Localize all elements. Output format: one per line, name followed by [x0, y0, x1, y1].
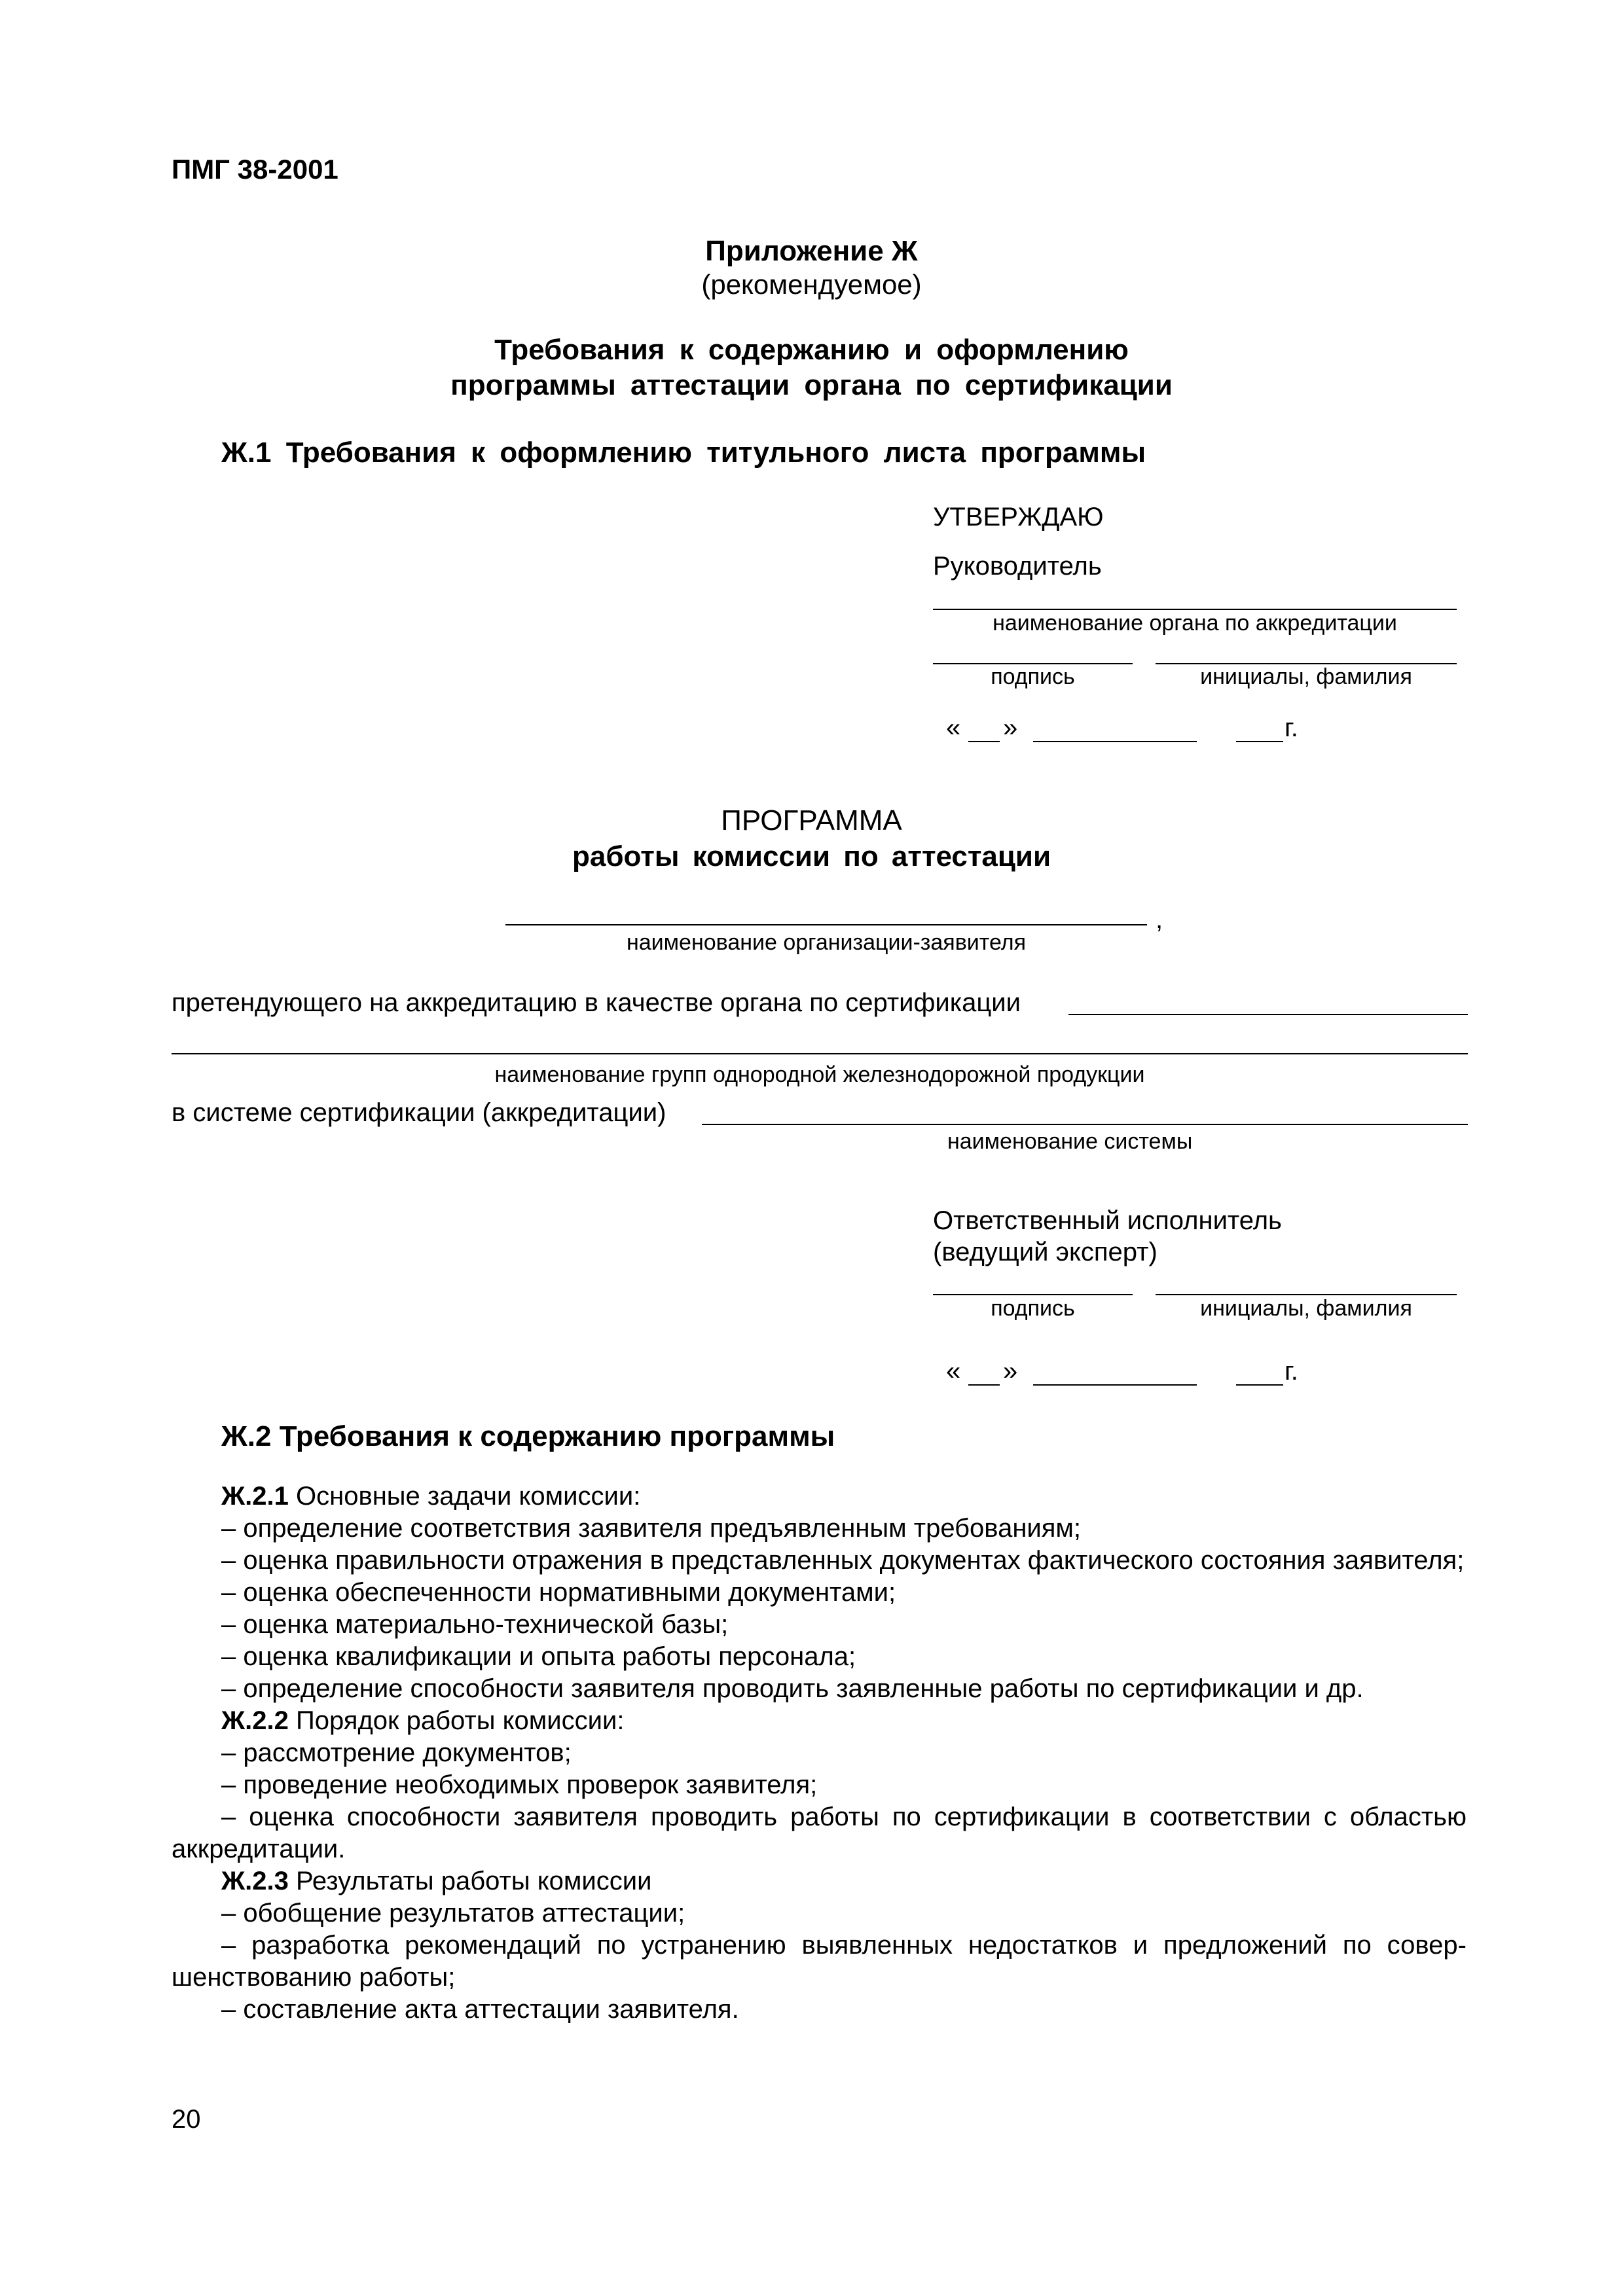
executor-label-line2: (ведущий эксперт) [933, 1238, 1158, 1266]
list-item: – рассмотрение документов; [221, 1738, 572, 1767]
date-month-line [1033, 741, 1197, 742]
executor-date-quote-open: « [946, 1357, 961, 1386]
claiming-text: претендующего на аккредитацию в качестве органа по сертификации [172, 988, 1021, 1017]
item-2-3-title: Результаты работы комиссии [288, 1867, 652, 1895]
list-item: – определение соответствия заявителя предъявленным требованиям; [221, 1514, 1082, 1543]
applicant-line [505, 924, 1147, 925]
executor-name-caption: инициалы, фамилия [1200, 1296, 1412, 1321]
executor-date-year-suffix: г. [1285, 1357, 1298, 1386]
system-text: в системе сертификации (аккредитации) [172, 1098, 666, 1127]
document-code: ПМГ 38-2001 [172, 154, 338, 185]
list-item: – обобщение результатов аттестации; [221, 1899, 685, 1928]
program-subtitle: работы комиссии по аттестации [572, 840, 1051, 872]
executor-date-year-line [1236, 1384, 1283, 1386]
program-title: ПРОГРАММА [721, 804, 902, 836]
date-quote-close: » [1003, 713, 1018, 742]
executor-label-line1: Ответственный исполнитель [933, 1206, 1282, 1235]
list-item: – оценка правильности отражения в представленных документах фактического состояния заявителя; [221, 1546, 1465, 1575]
list-item-continuation: аккредитации. [172, 1835, 346, 1863]
page-number: 20 [172, 2105, 201, 2134]
list-item: – проведение необходимых проверок заявителя; [221, 1770, 818, 1799]
org-name-caption: наименование органа по аккредитации [993, 611, 1397, 636]
org-name-line [933, 609, 1457, 610]
requirements-title-line1: Требования к содержанию и оформлению [494, 334, 1129, 366]
list-item: – определение способности заявителя проводить заявленные работы по сертификации и др. [221, 1674, 1364, 1703]
list-item: – оценка способности заявителя проводить работы по сертификации в соответствии с областью [221, 1803, 1467, 1831]
requirements-title-line2: программы аттестации органа по сертификации [450, 369, 1173, 401]
system-line [702, 1124, 1468, 1125]
list-item: – оценка обеспеченности нормативными документами; [221, 1578, 896, 1607]
date-year-suffix: г. [1285, 713, 1298, 742]
appendix-title: Приложение Ж [705, 235, 918, 267]
name-caption: инициалы, фамилия [1200, 664, 1412, 689]
list-item: – оценка материально-технической базы; [221, 1610, 729, 1639]
item-2-2-heading [172, 1705, 1467, 1737]
section-1-heading: Ж.1 Требования к оформлению титульного листа программы [221, 437, 1146, 469]
applicant-comma: , [1156, 905, 1163, 934]
appendix-status: (рекомендуемое) [701, 269, 922, 300]
executor-date-month-line [1033, 1384, 1197, 1386]
date-year-line [1236, 741, 1283, 742]
item-2-3-heading [172, 1865, 1467, 1897]
date-quote-open: « [946, 713, 961, 742]
item-2-1-title: Основные задачи комиссии: [288, 1482, 641, 1511]
executor-name-line [1156, 1294, 1457, 1295]
certification-body-line [1068, 1014, 1468, 1015]
executor-date-day-line [968, 1384, 1000, 1386]
system-caption: наименование системы [947, 1129, 1193, 1154]
list-item: – разработка рекомендаций по устранению выявленных недостатков и предложений по совер- [221, 1931, 1467, 1960]
product-group-line [172, 1053, 1468, 1054]
item-2-1-number: Ж.2.1 [221, 1482, 289, 1511]
item-2-2-title: Порядок работы комиссии: [288, 1706, 625, 1735]
applicant-caption: наименование организации-заявителя [627, 930, 1026, 955]
executor-signature-caption: подпись [991, 1296, 1075, 1321]
list-item-continuation: шенствованию работы; [172, 1963, 456, 1992]
item-2-3-number: Ж.2.3 [221, 1867, 289, 1895]
head-label: Руководитель [933, 552, 1102, 581]
date-day-line [968, 741, 1000, 742]
item-2-2-number: Ж.2.2 [221, 1706, 289, 1735]
approve-label: УТВЕРЖДАЮ [933, 503, 1104, 531]
product-group-caption: наименование групп однородной железнодорожной продукции [494, 1062, 1145, 1087]
signature-caption: подпись [991, 664, 1075, 689]
section-2-body [172, 1480, 1467, 2026]
executor-signature-line [933, 1294, 1133, 1295]
executor-date-quote-close: » [1003, 1357, 1018, 1386]
section-2-heading: Ж.2 Требования к содержанию программы [221, 1420, 835, 1452]
item-2-1-heading [172, 1480, 1467, 1513]
list-item: – оценка квалификации и опыта работы персонала; [221, 1642, 856, 1671]
list-item: – составление акта аттестации заявителя. [221, 1995, 739, 2024]
